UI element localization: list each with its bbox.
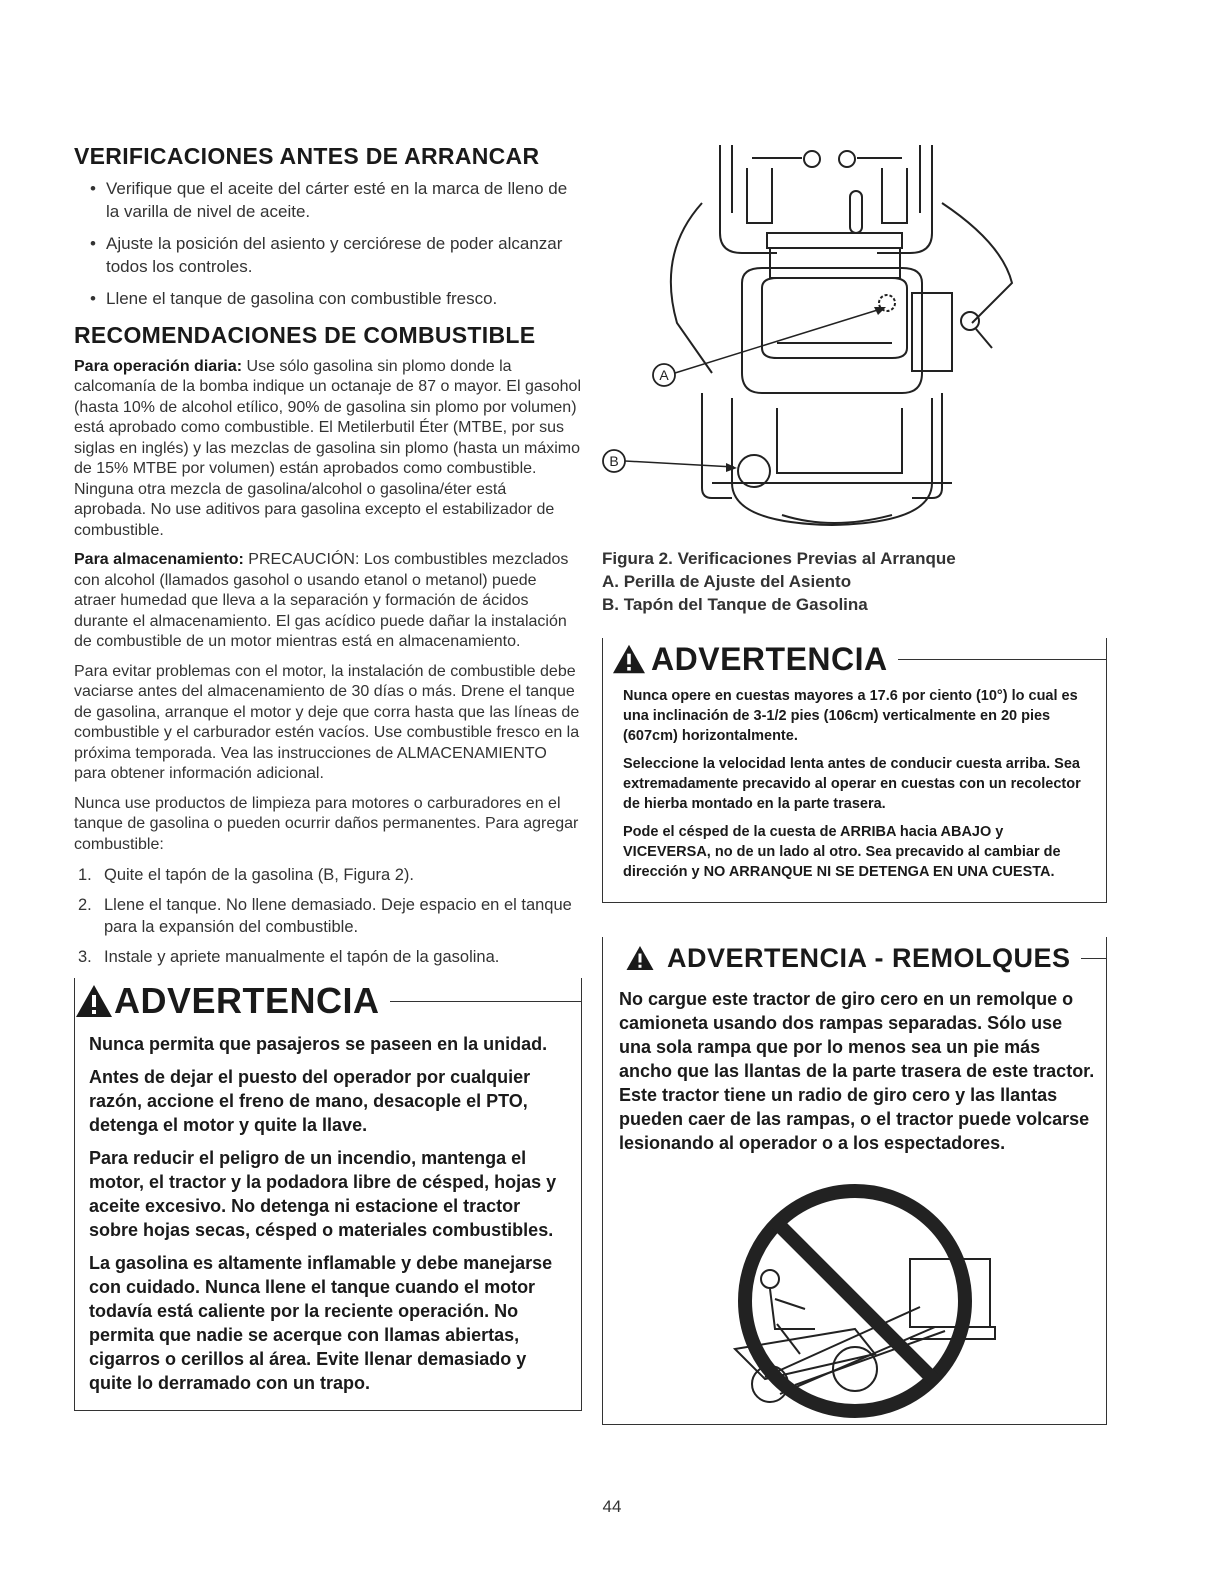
daily-label: Para operación diaria: <box>74 357 243 375</box>
warning-rule <box>898 659 1106 660</box>
step-number: 2. <box>78 896 92 915</box>
warning-header <box>603 937 1106 979</box>
figure-label-b: B <box>609 453 619 469</box>
right-column <box>602 143 1107 1425</box>
heading-pre-start-checks: VERIFICACIONES ANTES DE ARRANCAR <box>74 143 540 169</box>
warning-paragraph: La gasolina es altamente inflamable y debe manejarse con cuidado. Nunca llene el tanque cuando el motor todavía está caliente por la reciente operación. No permita que nadie se acerque con llamas abiertas, cigarros o cerillos al área. Evite llenar demasiado y quite lo derramado con un trapo. <box>89 1253 553 1394</box>
paragraph-avoid-problems: Para evitar problemas con el motor, la instalación de combustible debe vaciarse antes del almacenamiento de 30 días o más. Drene el tanque de gasolina, arranque el motor y deje que corra hasta que las líneas de combustible y el carburador estén vacíos. Use combustible fresco en la próxima temporada. Vea las instrucciones de ALMACENAMIENTO para obtener información adicional. <box>74 662 580 783</box>
list-item: • Llene el tanque de gasolina con combustible fresco. <box>74 287 582 310</box>
warning-content <box>603 979 1106 1175</box>
warning-rule <box>1081 958 1106 959</box>
figure-caption <box>602 547 1107 616</box>
list-item <box>74 864 582 886</box>
warning-paragraph: No cargue este tractor de giro cero en un remolque o camioneta usando dos rampas separadas. Sólo use una sola rampa que por lo menos sea un pie más ancho que las llantas de la parte trasera de este tractor. Este tractor tiene un radio de giro cero y las llantas pueden caer de las rampas, o el tractor puede volcarse lesionando al operador o a los espectadores. <box>619 989 1095 1153</box>
list-item <box>74 946 582 968</box>
warning-title: ADVERTENCIA - REMOLQUES <box>667 942 1071 973</box>
heading-fuel-recommendations: RECOMENDACIONES DE COMBUSTIBLE <box>74 322 536 349</box>
page-number: 44 <box>602 1497 622 1516</box>
left-column <box>74 143 582 1411</box>
warning-title: ADVERTENCIA <box>114 980 380 1022</box>
warning-content <box>603 680 1106 902</box>
caption-item-b: B. Tapón del Tanque de Gasolina <box>602 595 868 614</box>
checks-list <box>74 177 582 310</box>
warning-box-trailers <box>602 937 1107 1425</box>
warning-title: ADVERTENCIA <box>651 640 888 677</box>
paragraph-never-use: Nunca use productos de limpieza para motores o carburadores en el tanque de gasolina o pueden ocurrir daños permanentes. Para agregar combustible: <box>74 794 579 853</box>
storage-label: Para almacenamiento: <box>74 551 244 569</box>
step-number: 1. <box>78 866 92 885</box>
warning-box-passengers <box>74 978 582 1411</box>
warning-paragraph: Pode el césped de la cuesta de ARRIBA hacia ABAJO y VICEVERSA, no de un lado al otro. Sea precavido al cambiar de dirección y NO ARRANQUE NI SE DETENGA EN UNA CUESTA. <box>623 824 1061 880</box>
warning-paragraph: Nunca opere en cuestas mayores a 17.6 por ciento (10°) lo cual es una inclinación de 3-1/2 pies (106cm) verticalmente en 20 pies (607cm) horizontalmente. <box>623 688 1078 744</box>
mower-top-view-illustration <box>602 143 1107 543</box>
warning-triangle-icon <box>611 643 647 675</box>
caption-item-a: A. Perilla de Ajuste del Asiento <box>602 572 852 591</box>
list-item: • Verifique que el aceite del cárter esté en la marca de lleno de la varilla de nivel de aceite. <box>74 177 582 223</box>
figure-label-a: A <box>659 367 669 383</box>
step-number: 3. <box>78 948 92 967</box>
warning-box-slopes <box>602 638 1107 903</box>
warning-rule <box>390 1001 581 1002</box>
warning-header <box>603 638 1106 680</box>
step-text: Quite el tapón de la gasolina (B, Figura 2). <box>104 866 415 885</box>
daily-text: Use sólo gasolina sin plomo donde la calcomanía de la bomba indique un octanaje de 87 o mayor. El gasohol (hasta 10% de alcohol etílico, 90% de gasolina sin plomo por volumen) está aprobado como combustible. El Metilerbutil Éter (MTBE, por sus siglas en inglés) y las mezclas de gasolina sin plomo (hasta un máximo de 15% MTBE por volumen) están aprobados como combustible. Ninguna otra mezcla de gasolina/alcohol o gasolina/éter está aprobada. No use aditivos para gasolina excepto el estabilizador de combustible. <box>74 357 582 539</box>
list-item <box>74 894 582 938</box>
warning-triangle-icon <box>74 983 114 1019</box>
step-text: Instale y apriete manualmente el tapón de la gasolina. <box>104 948 500 967</box>
no-two-ramps-illustration <box>705 1179 1005 1424</box>
warning-paragraph: Antes de dejar el puesto del operador por cualquier razón, accione el freno de mano, desacople el PTO, detenga el motor y quite la llave. <box>89 1067 531 1136</box>
paragraph-daily-use <box>74 357 582 542</box>
paragraph-storage <box>74 550 582 653</box>
storage-text: PRECAUCIÓN: Los combustibles mezclados con alcohol (llamados gasohol o usando etanol o metanol) puede atraer humedad que lleva a la separación y formación de ácidos durante el almacenamiento. El gas acídico puede dañar la instalación de combustible de un motor mientras está en almacenamiento. <box>74 551 569 651</box>
list-item: • Ajuste la posición del asiento y cerciórese de poder alcanzar todos los controles. <box>74 232 582 278</box>
warning-content <box>75 1024 581 1410</box>
figure-2 <box>602 143 1107 543</box>
warning-paragraph: Para reducir el peligro de un incendio, mantenga el motor, el tractor y la podadora libre de césped, hojas y aceite excesivo. No detenga ni estacione el tractor sobre hojas secas, césped o materiales combustibles. <box>89 1148 557 1241</box>
warning-triangle-icon <box>625 944 655 972</box>
warning-paragraph: Nunca permita que pasajeros se paseen en la unidad. <box>89 1034 548 1055</box>
caption-title: Figura 2. Verificaciones Previas al Arranque <box>602 549 956 568</box>
warning-header <box>74 978 581 1024</box>
step-text: Llene el tanque. No llene demasiado. Deje espacio en el tanque para la expansión del combustible. <box>104 896 572 937</box>
warning-paragraph: Seleccione la velocidad lenta antes de conducir cuesta arriba. Sea extremadamente precavido al operar en cuestas con un recolector de hierba montado en la parte trasera. <box>623 756 1081 812</box>
fuel-steps <box>74 864 582 968</box>
